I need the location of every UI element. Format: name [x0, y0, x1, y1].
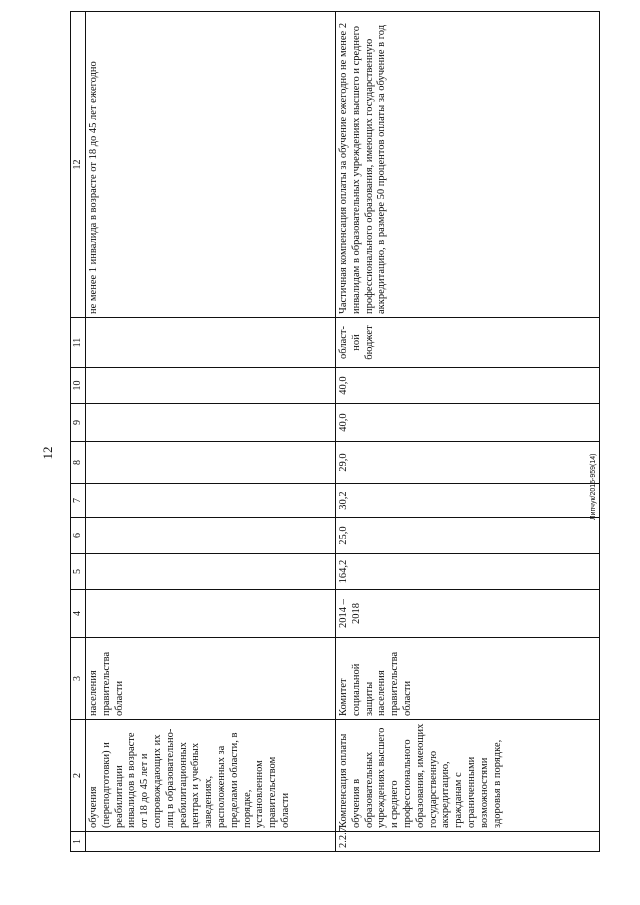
table-row — [336, 12, 600, 852]
cell-year-2: 30,2 — [336, 484, 600, 518]
cell-source — [86, 318, 336, 368]
header-cell: 3 — [71, 638, 86, 720]
header-cell: 5 — [71, 554, 86, 590]
cell-period: 2014 – 2018 — [336, 590, 600, 638]
header-cell: 11 — [71, 318, 86, 368]
footer-code: Липчук/2016-959(14) — [590, 453, 597, 520]
program-table — [70, 11, 600, 852]
cell-year-5: 40,0 — [336, 368, 600, 404]
cell-year-1 — [86, 518, 336, 554]
cell-period — [86, 590, 336, 638]
cell-executor: Комитет социальной защиты населения правительства области — [336, 638, 600, 720]
cell-year-3: 29,0 — [336, 442, 600, 484]
cell-year-3 — [86, 442, 336, 484]
header-cell: 6 — [71, 518, 86, 554]
table-row — [86, 12, 336, 852]
header-cell: 10 — [71, 368, 86, 404]
cell-year-4 — [86, 404, 336, 442]
cell-item-number — [86, 832, 336, 852]
cell-year-5 — [86, 368, 336, 404]
header-cell: 9 — [71, 404, 86, 442]
cell-activity: обучения (переподготовки) и реабилитации инвалидов в возрасте от 18 до 45 лет и сопровождающих их лиц в образовательно-реабилитационных центрах и учебных заведениях, расположенных за пределами области, в порядке, установленном правительством области — [86, 720, 336, 832]
page-number: 12 — [40, 446, 55, 460]
program-table-wrapper — [70, 12, 600, 852]
cell-year-4: 40,0 — [336, 404, 600, 442]
cell-result: не менее 1 инвалида в возрасте от 18 до 45 лет ежегодно — [86, 12, 336, 318]
cell-item-number: 2.2.7 — [336, 832, 600, 852]
cell-total — [86, 554, 336, 590]
header-row — [71, 12, 86, 852]
header-cell: 7 — [71, 484, 86, 518]
cell-executor: населения правительства области — [86, 638, 336, 720]
header-cell: 4 — [71, 590, 86, 638]
header-cell: 2 — [71, 720, 86, 832]
header-cell: 12 — [71, 12, 86, 318]
cell-activity: Компенсация оплаты обучения в образовательных учреждениях высшего и среднего профессионального образования, имеющих государственную аккредитацию, гражданам с ограниченными возможностями здоровья в порядке, — [336, 720, 600, 832]
cell-result: Частичная компенсация оплаты за обучение ежегодно не менее 2 инвалидам в образовательных учреждениях высшего и среднего профессионального образования, имеющих государственную аккредитацию, в размере 50 процентов оплаты за обучение в год — [336, 12, 600, 318]
cell-year-2 — [86, 484, 336, 518]
cell-year-1: 25,0 — [336, 518, 600, 554]
cell-total: 164,2 — [336, 554, 600, 590]
cell-source: област-ной бюджет — [336, 318, 600, 368]
header-cell: 1 — [71, 832, 86, 852]
header-cell: 8 — [71, 442, 86, 484]
